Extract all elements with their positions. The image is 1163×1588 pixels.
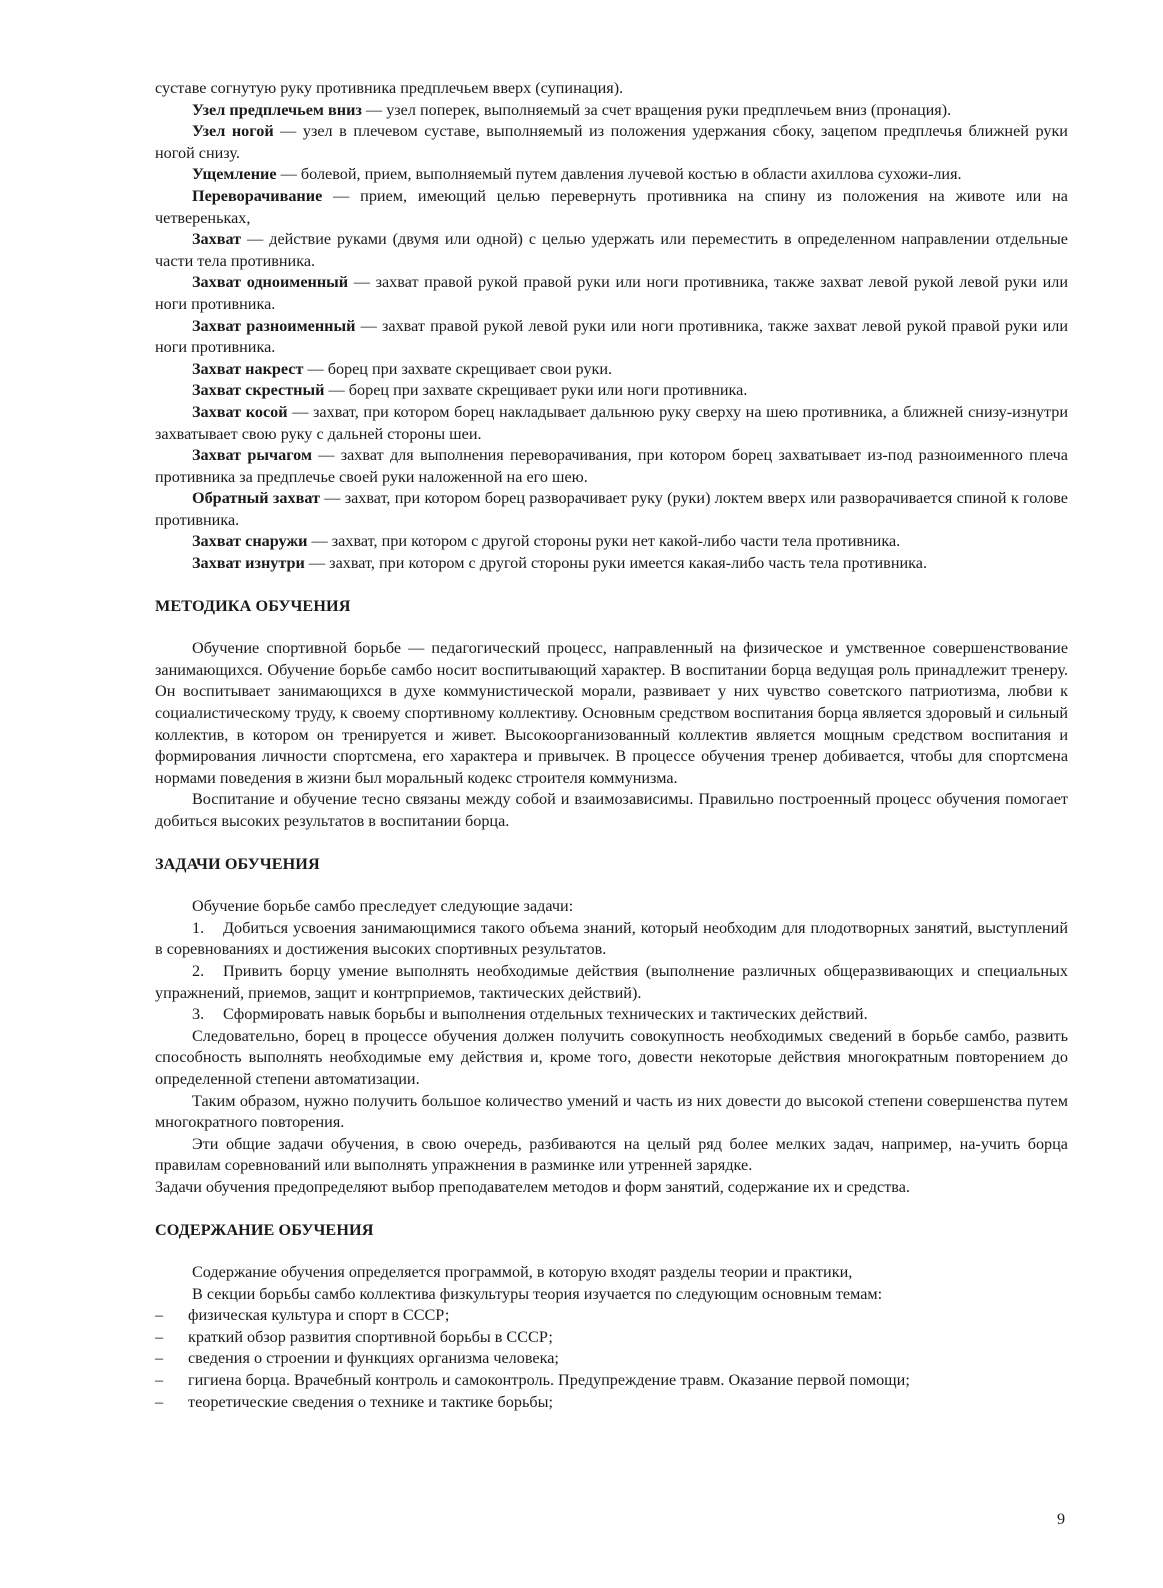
dash-bullet: –	[155, 1392, 164, 1411]
definition-text: — захват, при котором борец накладывает дальнюю руку сверху на шею противника, а ближней снизу-изнутри захватывает свою руку с дальней стороны шеи.	[155, 402, 1068, 443]
definition-item	[155, 164, 1068, 186]
dash-bullet: –	[155, 1349, 164, 1368]
dash-bullet: –	[155, 1306, 164, 1325]
definition-text: — прием, имеющий целью перевернуть противника на спину из положения на животе или на четвереньках,	[155, 186, 1068, 227]
definition-item	[155, 488, 1068, 531]
definitions-intro: суставе согнутую руку противника предплечьем вверх (супинация).	[155, 79, 624, 97]
tasks-list	[155, 918, 1068, 1026]
section-heading-content: СОДЕРЖАНИЕ ОБУЧЕНИЯ	[155, 1220, 374, 1239]
paragraph: Следовательно, борец в процессе обучения должен получить совокупность необходимых сведений в борьбе самбо, развить способность выполнять необходимые ему действия и, кроме того, довести некоторые действия многократным повторением до определенной степени автоматизации.	[155, 1026, 1068, 1088]
paragraph: Задачи обучения предопределяют выбор преподавателем методов и форм занятий, содержание их и средства.	[155, 1177, 910, 1196]
list-item-text: теоретические сведения о технике и тактике борьбы;	[188, 1392, 553, 1411]
definition-term: Захват одноименный	[192, 273, 349, 292]
definition-item	[155, 531, 1068, 553]
definition-term: Захват снаружи	[192, 532, 308, 551]
definition-text: — узел поперек, выполняемый за счет вращения руки предплечьем вниз (пронация).	[361, 100, 952, 119]
definition-item	[155, 186, 1068, 229]
list-item-text: сведения о строении и функциях организма человека;	[188, 1349, 559, 1368]
definition-term: Обратный захват	[192, 489, 320, 508]
definition-term: Захват накрест	[192, 359, 304, 378]
definition-term: Захват рычагом	[192, 446, 312, 465]
definition-item	[155, 100, 1068, 122]
definition-item	[155, 229, 1068, 272]
definition-text: — захват для выполнения переворачивания, при котором борец захватывает из-под разноименного плеча противника за предплечье своей руки наложенной на его шею.	[155, 446, 1068, 486]
definition-text: — узел в плечевом суставе, выполняемый из положения удержания сбоку, зацепом предплечья ближней руки ногой снизу.	[155, 122, 1068, 162]
definition-text: — захват правой рукой левой руки или ноги противника, также захват левой рукой правой руки или ноги противника.	[155, 316, 1068, 357]
definition-text: — захват, при котором борец разворачивает руку (руки) локтем вверх или разворачивается спиной к голове противника.	[155, 489, 1068, 529]
list-item	[155, 1370, 1068, 1392]
definition-term: Захват изнутри	[192, 554, 305, 573]
definitions-list	[155, 100, 1068, 575]
list-item-text: физическая культура и спорт в СССР;	[188, 1306, 450, 1325]
definition-text: — борец при захвате скрещивает свои руки.	[303, 359, 613, 378]
definition-item	[155, 359, 1068, 381]
list-item-number: 3.	[192, 1005, 205, 1024]
definition-item	[155, 316, 1068, 359]
list-item-text: гигиена борца. Врачебный контроль и самоконтроль. Предупреждение травм. Оказание первой помощи;	[188, 1371, 910, 1390]
definition-term: Захват разноименный	[192, 316, 356, 335]
definition-term: Захват косой	[192, 402, 288, 421]
list-item-text: краткий обзор развития спортивной борьбы в СССР;	[188, 1327, 553, 1346]
list-item	[155, 1004, 1068, 1026]
definition-term: Узел предплечьем вниз	[192, 100, 362, 119]
section-heading-tasks: ЗАДАЧИ ОБУЧЕНИЯ	[155, 854, 320, 873]
list-item	[155, 961, 1068, 1004]
list-item	[155, 1348, 1068, 1370]
definition-term: Узел ногой	[192, 122, 274, 141]
definition-text: — борец при захвате скрещивает руки или ноги противника.	[324, 381, 748, 400]
definition-term: Ущемление	[192, 165, 277, 184]
list-item-text: Привить борцу умение выполнять необходимые действия (выполнение различных общеразвивающих и специальных упражнений, приемов, защит и контрприемов, тактических действий).	[155, 961, 1068, 1002]
definition-text: — захват, при котором с другой стороны руки имеется какая-либо часть тела противника.	[304, 554, 928, 573]
definition-item	[155, 402, 1068, 445]
list-item	[155, 1327, 1068, 1349]
definition-term: Захват	[192, 230, 242, 249]
list-item	[155, 1392, 1068, 1414]
page-number: 9	[1057, 1510, 1066, 1528]
list-item	[155, 1305, 1068, 1327]
paragraph: В секции борьбы самбо коллектива физкультуры теория изучается по следующим основным темам:	[192, 1284, 883, 1303]
list-item-text: Добиться усвоения занимающимися такого объема знаний, который необходим для плодотворных занятий, выступлений в соревнованиях и достижения высоких спортивных результатов.	[155, 918, 1068, 959]
paragraph: Эти общие задачи обучения, в свою очередь, разбиваются на целый ряд более мелких задач, например, на-учить борца правилам соревнований или выполнять упражнения в разминке или утренней зарядке.	[155, 1134, 1068, 1175]
definition-text: — захват правой рукой правой руки или ноги противника, также захват левой рукой левой руки или ноги противника.	[155, 273, 1068, 313]
dash-bullet: –	[155, 1371, 164, 1390]
definition-item	[155, 121, 1068, 164]
dash-bullet: –	[155, 1327, 164, 1346]
definition-item	[155, 445, 1068, 488]
definition-item	[155, 553, 1068, 575]
document-page	[155, 78, 1068, 1413]
paragraph: Обучение спортивной борьбе — педагогический процесс, направленный на физическое и умственное совершенствование занимающихся. Обучение борьбе самбо носит воспитывающий характер. В воспитании борца ведущая роль принадлежит тренеру. Он воспитывает занимающихся в духе коммунистической морали, развивает у них чувство советского патриотизма, любви к социалистическому труду, к своему спортивному коллективу. Основным средством воспитания борца является здоровый и сильный коллектив, в котором он тренируется и живет. Высокоорганизованный коллектив является мощным средством воспитания и формирования личности спортсмена, его характера и привычек. В процессе обучения тренер добивается, чтобы для спортсмена нормами поведения в жизни был моральный кодекс строителя коммунизма.	[155, 639, 1068, 787]
paragraph: Содержание обучения определяется программой, в которую входят разделы теории и практики,	[192, 1263, 853, 1282]
section-heading-methodology: МЕТОДИКА ОБУЧЕНИЯ	[155, 596, 351, 615]
definition-text: — захват, при котором с другой стороны руки нет какой-либо части тела противника.	[307, 532, 901, 551]
list-item-number: 2.	[192, 961, 205, 980]
paragraph: Обучение борьбе самбо преследует следующие задачи:	[192, 897, 574, 916]
topics-list	[155, 1305, 1068, 1413]
definition-term: Захват скрестный	[192, 381, 325, 400]
list-item-number: 1.	[192, 918, 205, 937]
definition-term: Переворачивание	[192, 186, 323, 205]
definition-item	[155, 272, 1068, 315]
paragraph: Таким образом, нужно получить большое количество умений и часть из них довести до высокой степени совершенства путем многократного повторения.	[155, 1091, 1068, 1132]
definition-text: — действие руками (двумя или одной) с целью удержать или переместить в определенном направлении отдельные части тела противника.	[155, 230, 1068, 270]
paragraph: Воспитание и обучение тесно связаны между собой и взаимозависимы. Правильно построенный процесс обучения помогает добиться высоких результатов в воспитании борца.	[155, 790, 1068, 830]
definition-item	[155, 380, 1068, 402]
definition-text: — болевой, прием, выполняемый путем давления лучевой костью в области ахиллова сухожи-лия.	[276, 165, 962, 184]
list-item	[155, 918, 1068, 961]
list-item-text: Сформировать навык борьбы и выполнения отдельных технических и тактических действий.	[223, 1005, 868, 1024]
